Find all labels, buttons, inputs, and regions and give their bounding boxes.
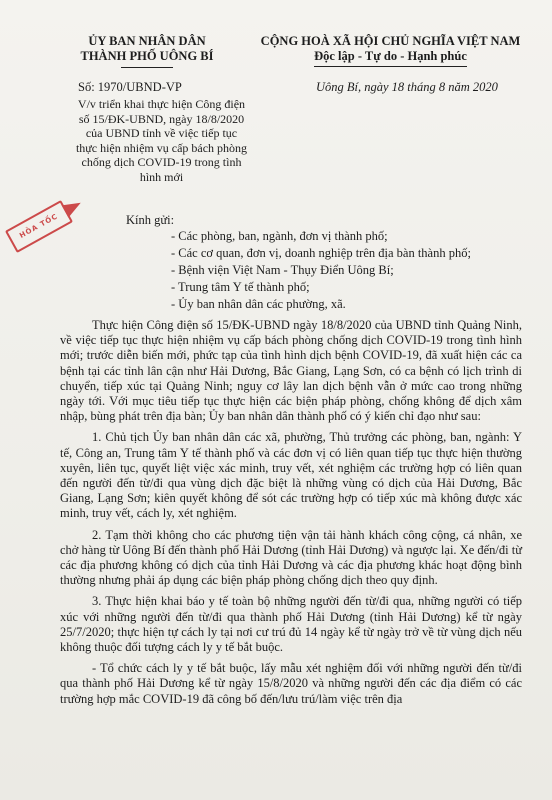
document-number: Số: 1970/UBND-VP xyxy=(78,80,182,94)
recipient-item: - Bệnh viện Việt Nam - Thụy Điển Uông Bí; xyxy=(171,263,394,277)
body-paragraph: 2. Tạm thời không cho các phương tiện vận tải hành khách công cộng, cá nhân, xe chở hàng từ Uông Bí đến thành phố Hải Dương (tỉnh Hải Dương) và ngược lại. Xe đến/đi từ các địa phương không có dịch của tỉnh Hải Dương và các địa phương khác hoạt động bình thường nhưng phải áp dụng các biện pháp phòng chống dịch theo quy định. xyxy=(60,527,522,588)
document-summary: V/v triển khai thực hiện Công điện số 15/ĐK-UBND, ngày 18/8/2020 của UBND tỉnh về việc tiếp tục thực hiện nhiệm vụ cấp bách phòng chống dịch COVID-19 trong tình hình mới xyxy=(75,97,248,184)
motto: Độc lập - Tự do - Hạnh phúc xyxy=(314,49,467,67)
recipient-item: - Ủy ban nhân dân các phường, xã. xyxy=(171,297,346,311)
document-date: Uông Bí, ngày 18 tháng 8 năm 2020 xyxy=(316,80,498,94)
body-paragraph: 3. Thực hiện khai báo y tế toàn bộ những người đến từ/đi qua, những người có tiếp xúc với những người đến từ/đi qua thành phố Hải Dương (tỉnh Hải Dương) kể từ ngày 25/7/2020; thực hiện tự cách ly tại nơi cư trú đủ 14 ngày kể từ ngày trở về từ vùng dịch nếu không thuộc đối tượng cách ly y tế bắt buộc. xyxy=(60,594,522,655)
body-paragraph: 1. Chủ tịch Ủy ban nhân dân các xã, phường, Thủ trưởng các phòng, ban, ngành: Y tế, Công an, Trung tâm Y tế thành phố và các đơn vị có liên quan tiếp tục thực hiện thường xuyên, liên tục, quyết liệt việc xác minh, truy vết, xét nghiệm các trường hợp có liên quan đến người đến từ/đi qua vùng dịch đặc biệt là những vùng có dịch của Hải Dương, Bắc Giang, Lạng Sơn; kiên quyết không để sót các trường hợp có tiếp xúc mà không được xác minh, truy vết, cách ly, xét nghiệm. xyxy=(60,430,522,521)
authority-line-2: THÀNH PHỐ UÔNG BÍ xyxy=(80,49,214,63)
greeting: Kính gửi: xyxy=(126,213,175,227)
body-paragraph: Thực hiện Công điện số 15/ĐK-UBND ngày 18/8/2020 của UBND tỉnh Quảng Ninh, về việc tiếp tục thực hiện nhiệm vụ cấp bách phòng chống dịch COVID-19 trong tình hình mới; trước diễn biến mới, phức tạp của tình hình dịch bệnh COVID-19, đã xuất hiện các ca bệnh tại các tỉnh lân cận như Hải Dương, Bắc Giang, Lạng Sơn, có ca bệnh có lịch trình di chuyển, tiếp xúc tại Quảng Ninh; nguy cơ lây lan dịch bệnh vẫn ở mức cao trong những ngày tới. Với mục tiêu tiếp tục thực hiện các biện pháp phòng, chống không để dịch xâm nhập, bùng phát trên địa bàn; Ủy ban nhân dân thành phố có ý kiến chỉ đạo như sau: xyxy=(60,318,522,424)
recipient-item: - Các phòng, ban, ngành, đơn vị thành phố; xyxy=(171,229,388,243)
issuing-authority xyxy=(62,34,232,68)
country-name: CỘNG HOÀ XÃ HỘI CHỦ NGHĨA VIỆT NAM xyxy=(260,34,521,48)
recipient-item: - Trung tâm Y tế thành phố; xyxy=(171,280,310,294)
recipient-list xyxy=(171,228,471,313)
body-paragraph: - Tổ chức cách ly y tế bắt buộc, lấy mẫu xét nghiệm đối với những người đến từ/đi qua thành phố Hải Dương kể từ ngày 15/8/2020 và những người đến các địa điểm có các trường hợp mắc COVID-19 đã công bố đến/lưu trú/làm việc trên địa xyxy=(60,661,522,706)
authority-line-1: ỦY BAN NHÂN DÂN xyxy=(88,34,206,48)
authority-underline xyxy=(121,67,173,68)
urgent-stamp: HỎA TỐC xyxy=(5,200,73,253)
national-motto xyxy=(248,34,533,67)
recipient-item: - Các cơ quan, đơn vị, doanh nghiệp trên địa bàn thành phố; xyxy=(171,246,471,260)
document-body xyxy=(60,318,522,713)
